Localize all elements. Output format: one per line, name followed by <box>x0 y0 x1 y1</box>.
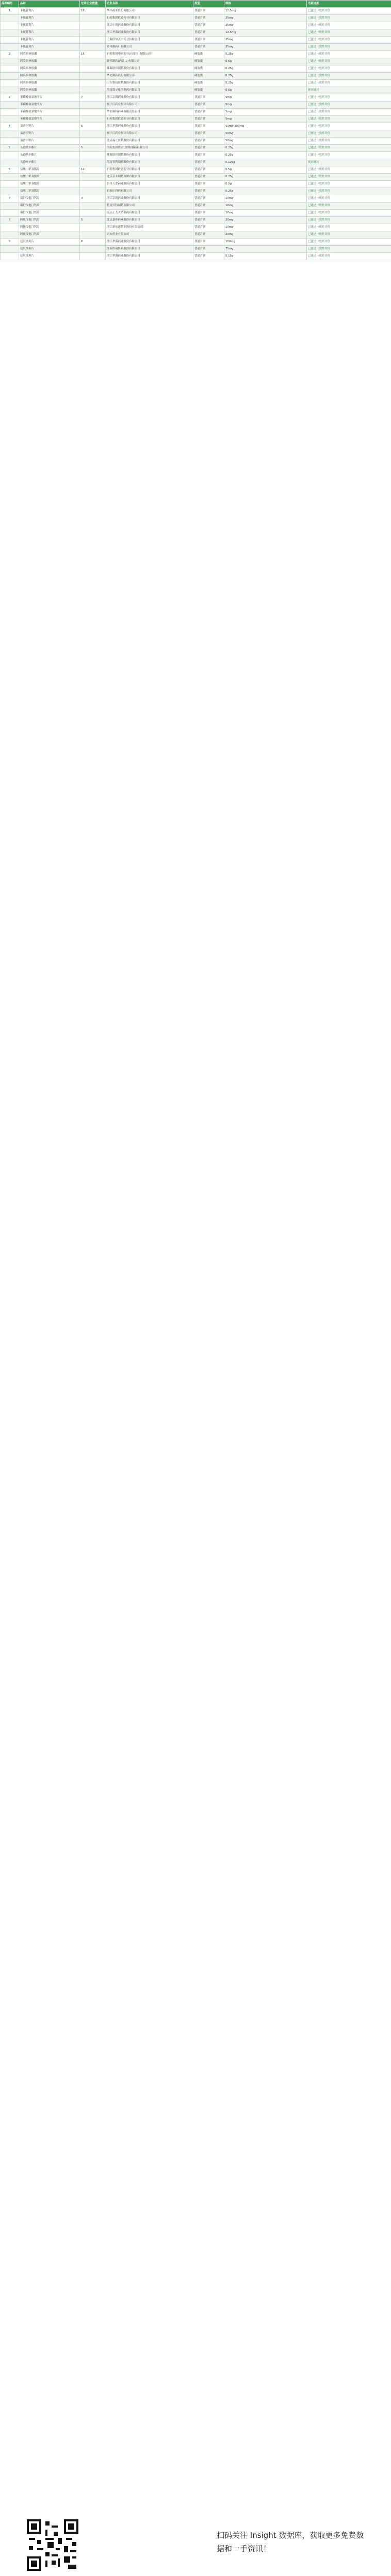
cell-spec: 0.5g <box>224 166 307 174</box>
cell-dosage-form: 普通片剂 <box>193 8 224 15</box>
cell-company: 海南海灵化学制药有限公司 <box>106 87 193 94</box>
cell-count <box>80 188 106 195</box>
cell-company: 石家庄四药有限公司 <box>106 188 193 195</box>
cell-progress: 已通过一致性评价 <box>307 116 391 123</box>
cell-dosage-form: 普通片剂 <box>193 224 224 231</box>
cell-dosage-form: 普通片剂 <box>193 152 224 159</box>
cell-drug: 阿莫西林胶囊 <box>19 51 80 58</box>
cell-progress: 已通过一致性评价 <box>307 202 391 210</box>
cell-dosage-form: 普通片剂 <box>193 116 224 123</box>
cell-drug: 盐酸二甲双胍片 <box>19 174 80 181</box>
cell-company: 浙江华海药业股份有限公司 <box>106 253 193 260</box>
cell-drug: 阿莫西林胶囊 <box>19 80 80 87</box>
table-body <box>1 8 391 260</box>
footer-line-2: 据和一手资讯！ <box>217 2544 271 2553</box>
cell-progress: 已通过一致性评价 <box>307 51 391 58</box>
cell-dosage-form: 普通片剂 <box>193 22 224 29</box>
cell-count <box>80 231 106 239</box>
header-company: 企业名称 <box>106 1 193 8</box>
header-dosage-form: 剂型 <box>193 1 224 8</box>
cell-spec: 75mg <box>224 246 307 253</box>
cell-count <box>80 224 106 231</box>
cell-spec: 20mg <box>224 217 307 224</box>
cell-count: 6 <box>80 123 106 130</box>
table-row <box>1 101 391 109</box>
cell-spec: 10mg <box>224 202 307 210</box>
cell-progress: 已通过一致性评价 <box>307 224 391 231</box>
cell-spec: 150mg <box>224 239 307 246</box>
cell-index <box>1 130 19 138</box>
cell-dosage-form: 普通片剂 <box>193 123 224 130</box>
cell-count <box>80 58 106 65</box>
cell-count <box>80 138 106 145</box>
cell-count <box>80 253 106 260</box>
cell-dosage-form: 硬胶囊 <box>193 80 224 87</box>
cell-dosage-form: 普通片剂 <box>193 159 224 166</box>
cell-progress: 已通过一致性评价 <box>307 217 391 224</box>
cell-index <box>1 87 19 94</box>
table-row <box>1 116 391 123</box>
cell-company: 浙江京新药业股份有限公司 <box>106 94 193 101</box>
cell-drug: 苯磺酸氨氯地平片 <box>19 101 80 109</box>
cell-index <box>1 58 19 65</box>
cell-spec: 25mg <box>224 15 307 22</box>
cell-dosage-form: 普通片剂 <box>193 37 224 44</box>
cell-spec: 0.5g <box>224 58 307 65</box>
cell-index: 4 <box>1 123 19 130</box>
header-drug: 品种 <box>19 1 80 8</box>
cell-dosage-form: 普通片剂 <box>193 145 224 152</box>
cell-count <box>80 80 106 87</box>
cell-drug: 苯磺酸氨氯地平片 <box>19 94 80 101</box>
cell-spec: 0.5g <box>224 87 307 94</box>
cell-company: 国药集团致君(深圳)制药有限公司 <box>106 145 193 152</box>
cell-count: 16 <box>80 8 106 15</box>
cell-spec: 0.25g <box>224 145 307 152</box>
cell-index: 5 <box>1 145 19 152</box>
cell-company: 山东鲁抗医药股份有限公司 <box>106 80 193 87</box>
cell-company: 浙江京新药业股份有限公司 <box>106 195 193 202</box>
cell-company: 珠海联邦制药股份有限公司 <box>106 65 193 73</box>
cell-index: 6 <box>1 166 19 174</box>
table-row <box>1 246 391 253</box>
cell-company: 北京福元医药股份有限公司 <box>106 138 193 145</box>
cell-drug: 卡托普利片 <box>19 44 80 51</box>
cell-dosage-form: 普通片剂 <box>193 29 224 37</box>
cell-drug: 瑞舒伐他汀钙片 <box>19 195 80 202</box>
cell-drug: 氯沙坦钾片 <box>19 130 80 138</box>
cell-index <box>1 138 19 145</box>
footer-caption <box>217 2529 371 2555</box>
cell-count <box>80 174 106 181</box>
cell-dosage-form: 普通片剂 <box>193 181 224 188</box>
cell-drug: 阿托伐他汀钙片 <box>19 224 80 231</box>
header-spec: 规格 <box>224 1 307 8</box>
cell-spec: 12.5mg <box>224 29 307 37</box>
cell-dosage-form: 普通片剂 <box>193 246 224 253</box>
cell-count <box>80 116 106 123</box>
table-row <box>1 109 391 116</box>
cell-count: 4 <box>80 195 106 202</box>
cell-drug: 苯磺酸氨氯地平片 <box>19 116 80 123</box>
cell-spec: 50mg <box>224 138 307 145</box>
cell-index <box>1 109 19 116</box>
cell-progress: 已通过一致性评价 <box>307 80 391 87</box>
cell-count <box>80 44 106 51</box>
table-row <box>1 253 391 260</box>
cell-progress: 已通过一致性评价 <box>307 145 391 152</box>
table-header-row <box>1 1 391 8</box>
table-row <box>1 87 391 94</box>
cell-company: 鲁南贝特制药有限公司 <box>106 202 193 210</box>
cell-company: 江苏恒瑞医药股份有限公司 <box>106 246 193 253</box>
cell-progress: 已通过一致性评价 <box>307 246 391 253</box>
cell-progress: 已通过一致性评价 <box>307 58 391 65</box>
cell-index <box>1 210 19 217</box>
cell-count <box>80 101 106 109</box>
cell-progress: 已通过一致性评价 <box>307 109 391 116</box>
cell-drug: 盐酸二甲双胍片 <box>19 181 80 188</box>
cell-index <box>1 152 19 159</box>
cell-count: 5 <box>80 217 106 224</box>
cell-index <box>1 101 19 109</box>
footer-line-1: 扫码关注 Insight 数据库，获取更多免费数 <box>217 2531 364 2540</box>
cell-count <box>80 65 106 73</box>
cell-progress: 已通过一致性评价 <box>307 29 391 37</box>
table-row <box>1 130 391 138</box>
cell-drug: 盐酸二甲双胍片 <box>19 188 80 195</box>
cell-progress: 已通过一致性评价 <box>307 8 391 15</box>
header-index: 品种编号 <box>1 1 19 8</box>
cell-progress: 已通过一致性评价 <box>307 94 391 101</box>
header-progress: 当前进度 <box>307 1 391 8</box>
cell-count <box>80 130 106 138</box>
cell-index <box>1 159 19 166</box>
cell-dosage-form: 硬胶囊 <box>193 58 224 65</box>
cell-count: 6 <box>80 239 106 246</box>
cell-company: 北京嘉林药业股份有限公司 <box>106 217 193 224</box>
cell-drug: 阿莫西林胶囊 <box>19 73 80 80</box>
table-row <box>1 8 391 15</box>
cell-dosage-form: 普通片剂 <box>193 217 224 224</box>
cell-index: 1 <box>1 8 19 15</box>
cell-progress: 已通过一致性评价 <box>307 239 391 246</box>
cell-drug: 阿莫西林胶囊 <box>19 58 80 65</box>
cell-drug: 厄贝沙坦片 <box>19 246 80 253</box>
cell-count <box>80 22 106 29</box>
table-row <box>1 15 391 22</box>
cell-company: 浙江新东港药业股份有限公司 <box>106 224 193 231</box>
cell-progress: 视同通过 <box>307 159 391 166</box>
table-row <box>1 195 391 202</box>
cell-dosage-form: 普通片剂 <box>193 138 224 145</box>
cell-dosage-form: 普通片剂 <box>193 15 224 22</box>
table-row <box>1 159 391 166</box>
cell-drug: 瑞舒伐他汀钙片 <box>19 210 80 217</box>
cell-spec: 0.25g <box>224 80 307 87</box>
table-row <box>1 29 391 37</box>
table-row <box>1 58 391 65</box>
cell-index <box>1 224 19 231</box>
cell-dosage-form: 普通片剂 <box>193 202 224 210</box>
cell-dosage-form: 普通片剂 <box>193 94 224 101</box>
cell-dosage-form: 普通片剂 <box>193 210 224 217</box>
cell-drug: 阿莫西林胶囊 <box>19 87 80 94</box>
table-row <box>1 22 391 29</box>
cell-company: 石药集团欧意药业有限公司 <box>106 166 193 174</box>
cell-index <box>1 181 19 188</box>
cell-spec: 25mg <box>224 44 307 51</box>
cell-progress: 已通过一致性评价 <box>307 195 391 202</box>
cell-index <box>1 37 19 44</box>
table-row <box>1 231 391 239</box>
cell-company: 华润赛科药业有限责任公司 <box>106 109 193 116</box>
cell-dosage-form: 硬胶囊 <box>193 87 224 94</box>
cell-spec: 0.25g <box>224 51 307 58</box>
table-row <box>1 44 391 51</box>
cell-drug: 阿莫西林胶囊 <box>19 65 80 73</box>
cell-index: 7 <box>1 195 19 202</box>
table-row <box>1 210 391 217</box>
cell-company: 兴安药业有限公司 <box>106 231 193 239</box>
cell-progress: 已通过一致性评价 <box>307 123 391 130</box>
evaluation-table <box>0 0 391 260</box>
cell-drug: 氯沙坦钾片 <box>19 138 80 145</box>
cell-count <box>80 181 106 188</box>
cell-company: 贵州天安药业股份有限公司 <box>106 181 193 188</box>
table-row <box>1 224 391 231</box>
cell-index <box>1 65 19 73</box>
cell-spec: 0.25g <box>224 73 307 80</box>
cell-dosage-form: 普通片剂 <box>193 253 224 260</box>
cell-count <box>80 37 106 44</box>
table-row <box>1 217 391 224</box>
cell-dosage-form: 普通片剂 <box>193 109 224 116</box>
table-row <box>1 65 391 73</box>
cell-dosage-form: 普通片剂 <box>193 195 224 202</box>
cell-index: 2 <box>1 51 19 58</box>
cell-drug: 头孢呋辛酯片 <box>19 145 80 152</box>
cell-spec: 12.5mg <box>224 8 307 15</box>
table-row <box>1 123 391 130</box>
table-row <box>1 94 391 101</box>
cell-progress: 视同通过 <box>307 87 391 94</box>
cell-index <box>1 116 19 123</box>
cell-index <box>1 15 19 22</box>
cell-drug: 卡托普利片 <box>19 15 80 22</box>
cell-progress: 已通过一致性评价 <box>307 101 391 109</box>
cell-company: 常州制药厂有限公司 <box>106 44 193 51</box>
cell-company: 华中药业股份有限公司 <box>106 8 193 15</box>
header-count: 过评企业数量 <box>80 1 106 8</box>
cell-spec: 5mg <box>224 101 307 109</box>
cell-drug: 厄贝沙坦片 <box>19 239 80 246</box>
table-row <box>1 188 391 195</box>
cell-drug: 苯磺酸氨氯地平片 <box>19 109 80 116</box>
cell-dosage-form: 普通片剂 <box>193 188 224 195</box>
cell-count <box>80 87 106 94</box>
table-row <box>1 174 391 181</box>
cell-count <box>80 246 106 253</box>
cell-index: 8 <box>1 217 19 224</box>
cell-dosage-form: 普通片剂 <box>193 44 224 51</box>
cell-progress: 已通过一致性评价 <box>307 253 391 260</box>
cell-spec: 20mg <box>224 231 307 239</box>
cell-company: 浙江华海药业股份有限公司 <box>106 123 193 130</box>
cell-progress: 已通过一致性评价 <box>307 166 391 174</box>
cell-company: 石药集团中诺药业(石家庄)有限公司 <box>106 51 193 58</box>
cell-company: 海南普利制药股份有限公司 <box>106 159 193 166</box>
cell-count <box>80 159 106 166</box>
table-row <box>1 80 391 87</box>
cell-count <box>80 109 106 116</box>
cell-progress: 已通过一致性评价 <box>307 210 391 217</box>
cell-progress: 已通过一致性评价 <box>307 130 391 138</box>
cell-index <box>1 22 19 29</box>
cell-company: 扬子江药业集团有限公司 <box>106 130 193 138</box>
cell-index <box>1 246 19 253</box>
qr-code-icon <box>27 2519 78 2571</box>
cell-count <box>80 210 106 217</box>
cell-drug: 盐酸二甲双胍片 <box>19 166 80 174</box>
cell-count <box>80 15 106 22</box>
cell-drug: 卡托普利片 <box>19 29 80 37</box>
cell-company: 扬子江药业集团有限公司 <box>106 101 193 109</box>
cell-spec: 0.25g <box>224 174 307 181</box>
cell-dosage-form: 普通片剂 <box>193 101 224 109</box>
table-row <box>1 181 391 188</box>
table-row <box>1 202 391 210</box>
footer <box>0 2514 391 2576</box>
cell-count <box>80 29 106 37</box>
cell-spec: 5mg <box>224 109 307 116</box>
cell-company: 联邦制药(内蒙古)有限公司 <box>106 58 193 65</box>
cell-company: 石药集团欧意药业有限公司 <box>106 116 193 123</box>
cell-company: 南京正大天晴制药有限公司 <box>106 210 193 217</box>
cell-company: 上海信谊天平药业有限公司 <box>106 37 193 44</box>
cell-progress: 已通过一致性评价 <box>307 22 391 29</box>
cell-index <box>1 188 19 195</box>
cell-progress: 已通过一致性评价 <box>307 181 391 188</box>
cell-progress: 已通过一致性评价 <box>307 15 391 22</box>
cell-spec: 25mg <box>224 22 307 29</box>
cell-spec: 50mg <box>224 130 307 138</box>
cell-count: 11 <box>80 166 106 174</box>
cell-index <box>1 253 19 260</box>
cell-drug: 阿托伐他汀钙片 <box>19 231 80 239</box>
table-row <box>1 73 391 80</box>
cell-spec: 0.25g <box>224 188 307 195</box>
cell-progress: 已通过一致性评价 <box>307 188 391 195</box>
cell-dosage-form: 硬胶囊 <box>193 65 224 73</box>
cell-progress: 已通过一致性评价 <box>307 174 391 181</box>
table-row <box>1 152 391 159</box>
cell-progress: 已通过一致性评价 <box>307 73 391 80</box>
cell-company: 石药集团欧意药业有限公司 <box>106 15 193 22</box>
cell-drug: 卡托普利片 <box>19 8 80 15</box>
cell-drug: 氯沙坦钾片 <box>19 123 80 130</box>
cell-spec: 0.125g <box>224 159 307 166</box>
cell-count: 16 <box>80 51 106 58</box>
cell-index <box>1 174 19 181</box>
cell-spec: 10mg <box>224 210 307 217</box>
cell-company: 珠海联邦制药股份有限公司 <box>106 152 193 159</box>
cell-progress: 已通过一致性评价 <box>307 44 391 51</box>
cell-drug: 瑞舒伐他汀钙片 <box>19 202 80 210</box>
cell-dosage-form: 普通片剂 <box>193 231 224 239</box>
cell-dosage-form: 硬胶囊 <box>193 73 224 80</box>
cell-spec: 0.25g <box>224 65 307 73</box>
cell-dosage-form: 普通片剂 <box>193 239 224 246</box>
cell-spec: 25mg <box>224 37 307 44</box>
cell-spec: 50mg;100mg <box>224 123 307 130</box>
cell-progress: 已通过一致性评价 <box>307 37 391 44</box>
cell-dosage-form: 普通片剂 <box>193 166 224 174</box>
cell-count <box>80 73 106 80</box>
drug-evaluation-sheet <box>0 0 391 260</box>
table-row <box>1 51 391 58</box>
cell-spec: 10mg <box>224 224 307 231</box>
cell-dosage-form: 硬胶囊 <box>193 51 224 58</box>
cell-drug: 卡托普利片 <box>19 37 80 44</box>
cell-company: 华北制药股份有限公司 <box>106 73 193 80</box>
cell-company: 北京京丰制药集团有限公司 <box>106 174 193 181</box>
cell-spec: 10mg <box>224 195 307 202</box>
cell-progress: 已通过一致性评价 <box>307 138 391 145</box>
table-row <box>1 145 391 152</box>
cell-progress: 已通过一致性评价 <box>307 231 391 239</box>
cell-drug: 头孢呋辛酯片 <box>19 159 80 166</box>
table-row <box>1 239 391 246</box>
cell-drug: 头孢呋辛酯片 <box>19 152 80 159</box>
cell-company: 浙江华海药业股份有限公司 <box>106 239 193 246</box>
cell-drug: 卡托普利片 <box>19 22 80 29</box>
cell-index <box>1 80 19 87</box>
cell-count: 5 <box>80 145 106 152</box>
cell-progress: 已通过一致性评价 <box>307 65 391 73</box>
cell-spec: 0.15g <box>224 253 307 260</box>
table-row <box>1 37 391 44</box>
cell-index <box>1 29 19 37</box>
cell-index <box>1 202 19 210</box>
cell-company: 浙江华海药业股份有限公司 <box>106 29 193 37</box>
cell-spec: 0.25g <box>224 152 307 159</box>
cell-spec: 5mg <box>224 94 307 101</box>
cell-spec: 0.5g <box>224 181 307 188</box>
cell-index <box>1 44 19 51</box>
cell-index: 9 <box>1 239 19 246</box>
cell-progress: 已通过一致性评价 <box>307 152 391 159</box>
cell-count <box>80 152 106 159</box>
cell-dosage-form: 普通片剂 <box>193 174 224 181</box>
cell-index <box>1 73 19 80</box>
cell-index <box>1 231 19 239</box>
cell-drug: 厄贝沙坦片 <box>19 253 80 260</box>
cell-company: 北京中新药业股份有限公司 <box>106 22 193 29</box>
cell-dosage-form: 普通片剂 <box>193 130 224 138</box>
cell-count: 7 <box>80 94 106 101</box>
table-row <box>1 138 391 145</box>
cell-spec: 5mg <box>224 116 307 123</box>
table-row <box>1 166 391 174</box>
cell-index: 3 <box>1 94 19 101</box>
cell-drug: 阿托伐他汀钙片 <box>19 217 80 224</box>
cell-count <box>80 202 106 210</box>
